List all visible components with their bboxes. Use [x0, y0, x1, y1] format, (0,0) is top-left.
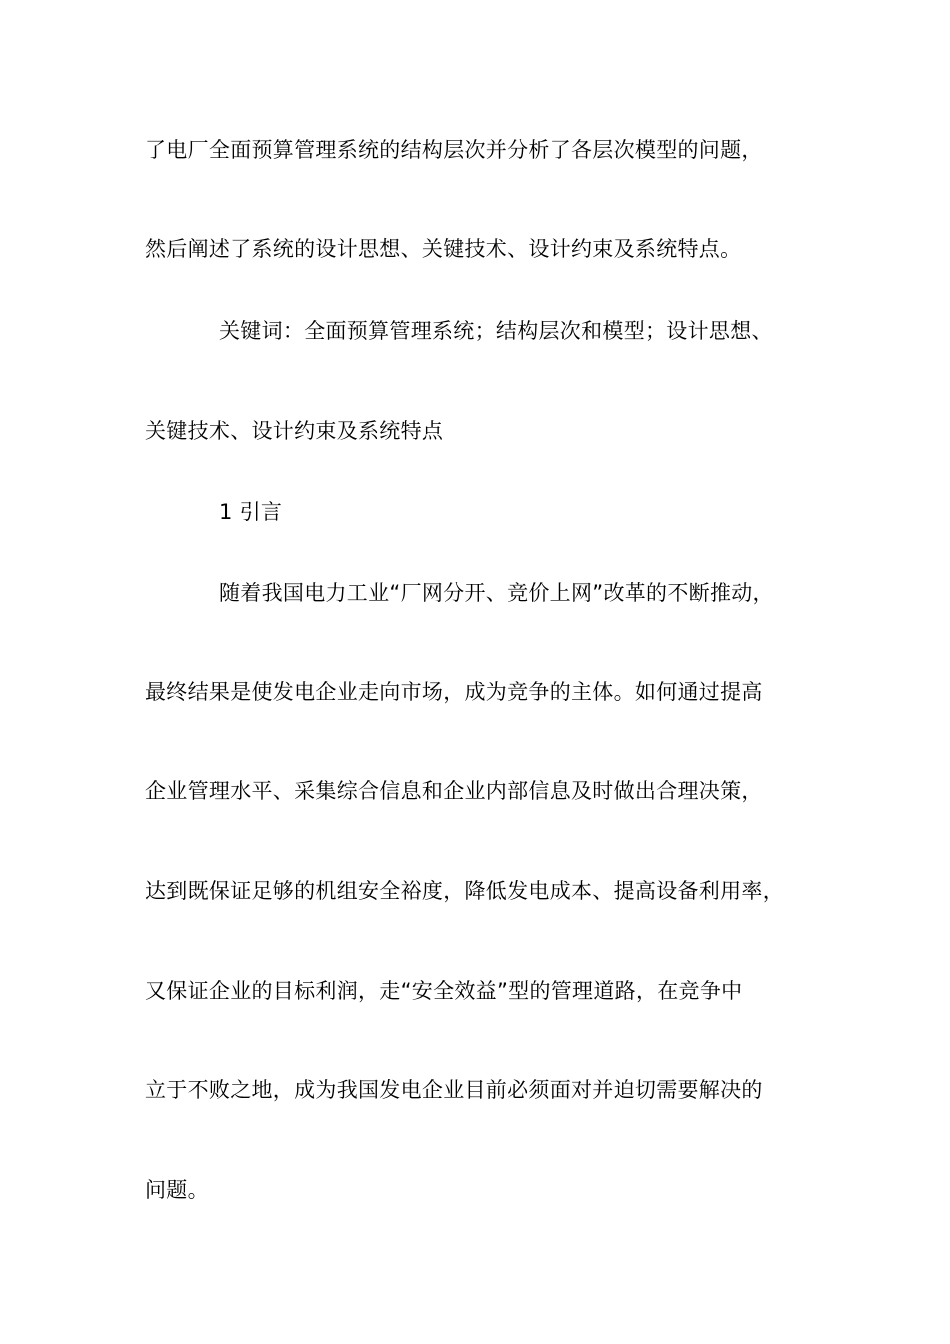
section-heading-introduction: 1 引言 [219, 500, 283, 524]
intro-paragraph-line-6: 立于不败之地，成为我国发电企业目前必须面对并迫切需要解决的 [145, 1078, 763, 1102]
keywords-line-1: 关键词：全面预算管理系统；结构层次和模型；设计思想、 [219, 319, 773, 343]
intro-paragraph-line-4: 达到既保证足够的机组安全裕度，降低发电成本、提高设备利用率， [145, 879, 784, 903]
keywords-line-2: 关键技术、设计约束及系统特点 [145, 419, 444, 443]
intro-paragraph-line-2: 最终结果是使发电企业走向市场，成为竞争的主体。如何通过提高 [145, 680, 763, 704]
intro-paragraph-line-5: 又保证企业的目标利润，走“安全效益”型的管理道路，在竞争中 [145, 979, 743, 1003]
intro-paragraph-line-3: 企业管理水平、采集综合信息和企业内部信息及时做出合理决策， [145, 779, 763, 803]
abstract-line-2: 然后阐述了系统的设计思想、关键技术、设计约束及系统特点。 [145, 237, 742, 261]
intro-paragraph-line-1: 随着我国电力工业“厂网分开、竞价上网”改革的不断推动， [219, 581, 774, 605]
abstract-line-1: 了电厂全面预算管理系统的结构层次并分析了各层次模型的问题， [145, 138, 763, 162]
intro-paragraph-line-7: 问题。 [145, 1178, 209, 1202]
